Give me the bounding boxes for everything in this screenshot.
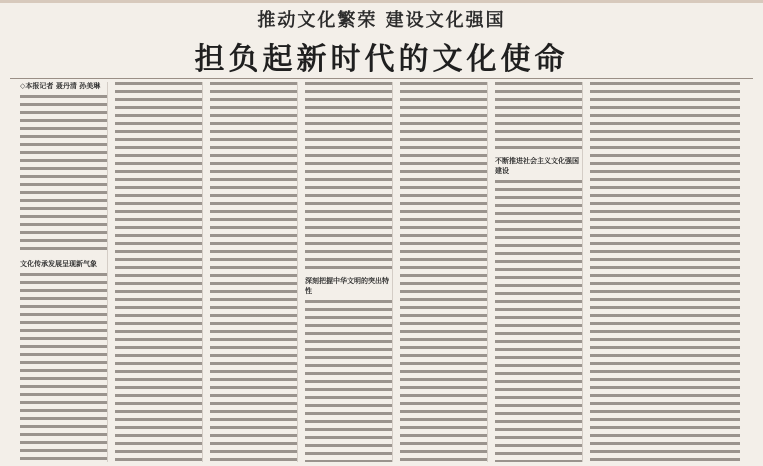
text-lines — [115, 82, 202, 462]
section-heading-1: 文化传承发展呈现新气象 — [20, 260, 97, 268]
article-column-1 — [20, 82, 108, 462]
top-edge — [0, 0, 763, 3]
text-lines — [400, 82, 487, 462]
article-column-6 — [495, 82, 583, 462]
section-heading-3: 不断推进社会主义文化强国建设 — [495, 157, 579, 175]
article-column-2 — [115, 82, 203, 462]
text-lines — [20, 95, 107, 255]
text-lines — [495, 82, 582, 152]
text-lines — [210, 82, 297, 462]
article-column-7 — [590, 82, 740, 462]
article-column-5 — [400, 82, 488, 462]
kicker-title: 推动文化繁荣 建设文化强国 — [257, 10, 506, 31]
article-column-4 — [305, 82, 393, 462]
text-lines — [20, 273, 107, 462]
byline: ◇本报记者 聂丹清 孙美琳 — [20, 82, 101, 90]
article-column-3 — [210, 82, 298, 462]
text-lines — [305, 300, 392, 462]
top-rule — [10, 78, 753, 79]
section-heading-2: 深刻把握中华文明的突出特性 — [305, 277, 389, 295]
text-lines — [305, 82, 392, 272]
text-lines — [495, 180, 582, 462]
text-lines — [590, 82, 740, 462]
main-headline: 担负起新时代的文化使命 — [194, 42, 569, 77]
